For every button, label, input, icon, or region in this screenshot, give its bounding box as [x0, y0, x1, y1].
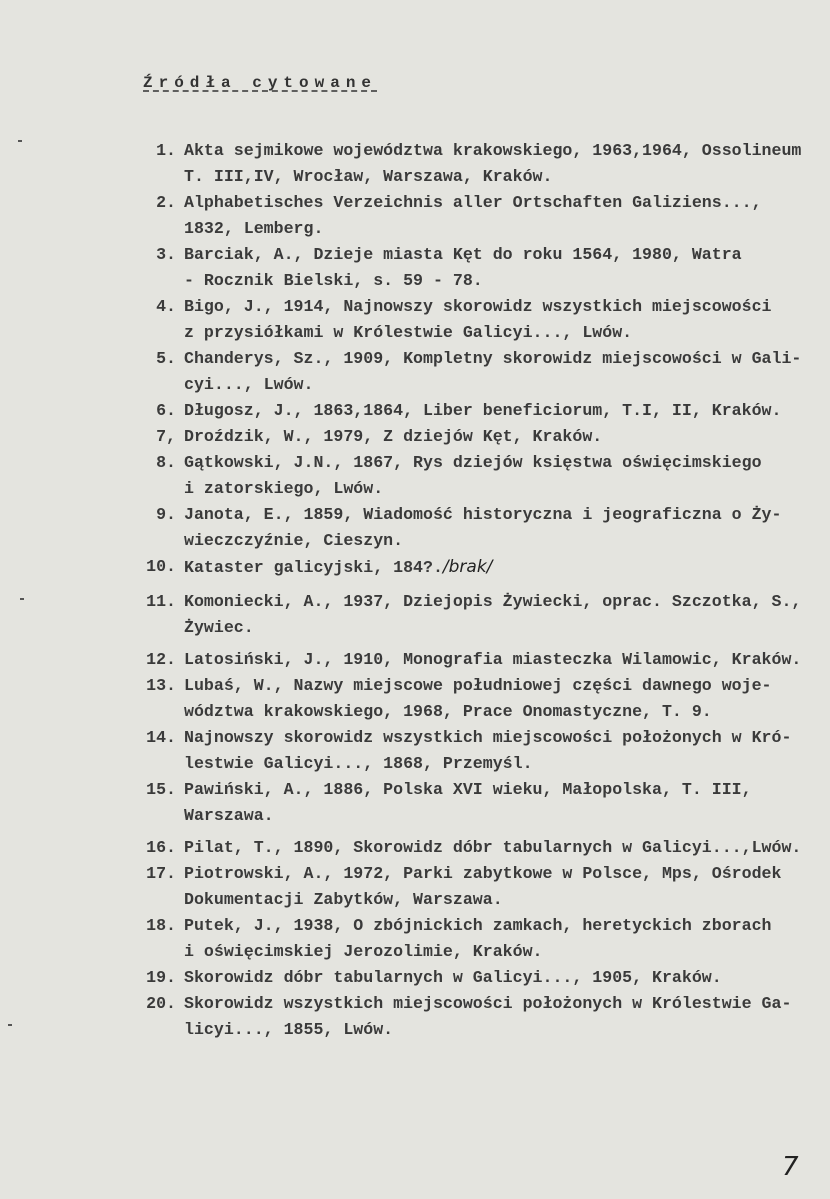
bibliography-entry [130, 346, 830, 398]
entry-line: i oświęcimskiej Jerozolimie, Kraków. [184, 942, 543, 961]
bibliography-entry [130, 294, 830, 346]
entry-line: Dokumentacji Zabytków, Warszawa. [184, 890, 503, 909]
entry-line: Barciak, A., Dzieje miasta Kęt do roku 1564, 1980, Watra [184, 245, 742, 264]
entry-line: Długosz, J., 1863,1864, Liber beneficiorum, T.I, II, Kraków. [184, 401, 782, 420]
bibliography-entry [130, 450, 830, 502]
entry-line: Skorowidz wszystkich miejscowości położonych w Królestwie Ga- [184, 994, 792, 1013]
entry-number: 1. [156, 141, 176, 160]
entry-line: Chanderys, Sz., 1909, Kompletny skorowidz miejscowości w Gali- [184, 349, 802, 368]
entry-text: Kataster galicyjski, 184?. [184, 558, 443, 577]
entry-line: cyi..., Lwów. [184, 375, 314, 394]
entry-number: 18. [146, 916, 176, 935]
entry-number: 10. [146, 557, 176, 576]
entry-line: - Rocznik Bielski, s. 59 - 78. [184, 271, 483, 290]
entry-line: Akta sejmikowe województwa krakowskiego, 1963,1964, Ossolineum [184, 141, 802, 160]
entry-number: 19. [146, 968, 176, 987]
bibliography-entry [130, 835, 830, 861]
page-title: Źródła cytowane [143, 74, 378, 92]
entry-line: Droździk, W., 1979, Z dziejów Kęt, Kraków. [184, 427, 603, 446]
entry-line: Piotrowski, A., 1972, Parki zabytkowe w Polsce, Mps, Ośrodek [184, 864, 782, 883]
bibliography-entry [130, 861, 830, 913]
entry-line: z przysiółkami w Królestwie Galicyi..., Lwów. [184, 323, 633, 342]
entry-number: 20. [146, 994, 176, 1013]
entry-line: Komoniecki, A., 1937, Dziejopis Żywiecki, oprac. Szczotka, S., [184, 592, 802, 611]
bibliography-entry [130, 647, 830, 673]
bibliography-entry [130, 502, 830, 554]
bibliography-entry [130, 589, 830, 641]
margin-mark [20, 598, 24, 600]
entry-number: 8. [156, 453, 176, 472]
bibliography-list [130, 138, 830, 1043]
entry-number: 14. [146, 728, 176, 747]
bibliography-entry [130, 398, 830, 424]
entry-number: 9. [156, 505, 176, 524]
entry-number: 11. [146, 592, 176, 611]
entry-line: Latosiński, J., 1910, Monografia miasteczka Wilamowic, Kraków. [184, 650, 802, 669]
entry-number: 13. [146, 676, 176, 695]
bibliography-entry [130, 242, 830, 294]
entry-number: 16. [146, 838, 176, 857]
entry-line: Żywiec. [184, 618, 254, 637]
entry-line: Lubaś, W., Nazwy miejscowe południowej części dawnego woje- [184, 676, 772, 695]
bibliography-entry [130, 190, 830, 242]
entry-line: Janota, E., 1859, Wiadomość historyczna i jeograficzna o Ży- [184, 505, 782, 524]
entry-line: i zatorskiego, Lwów. [184, 479, 384, 498]
bibliography-entry [130, 965, 830, 991]
entry-number: 6. [156, 401, 176, 420]
entry-number: 4. [156, 297, 176, 316]
entry-line: 1832, Lemberg. [184, 219, 324, 238]
bibliography-entry [130, 725, 830, 777]
entry-line: wieczczyźnie, Cieszyn. [184, 531, 404, 550]
entry-line: T. III,IV, Wrocław, Warszawa, Kraków. [184, 167, 553, 186]
bibliography-entry [130, 673, 830, 725]
entry-number: 15. [146, 780, 176, 799]
entry-line: Gątkowski, J.N., 1867, Rys dziejów księstwa oświęcimskiego [184, 453, 762, 472]
bibliography-entry [130, 138, 830, 190]
entry-line: Skorowidz dóbr tabularnych w Galicyi..., 1905, Kraków. [184, 968, 722, 987]
entry-line: Pawiński, A., 1886, Polska XVI wieku, Małopolska, T. III, [184, 780, 752, 799]
bibliography-entry [130, 777, 830, 829]
bibliography-entry [130, 991, 830, 1043]
entry-line: Najnowszy skorowidz wszystkich miejscowości położonych w Kró- [184, 728, 792, 747]
bibliography-entry [130, 554, 830, 581]
entry-line: Bigo, J., 1914, Najnowszy skorowidz wszystkich miejscowości [184, 297, 772, 316]
entry-line: Warszawa. [184, 806, 274, 825]
entry-line [184, 554, 492, 581]
entry-number: 5. [156, 349, 176, 368]
entry-line: wództwa krakowskiego, 1968, Prace Onomastyczne, T. 9. [184, 702, 712, 721]
margin-mark [8, 1024, 12, 1026]
entry-line: Putek, J., 1938, O zbójnickich zamkach, heretyckich zborach [184, 916, 772, 935]
page-number: 7 [782, 1152, 799, 1182]
entry-number: 7, [156, 427, 176, 446]
entry-line: Alphabetisches Verzeichnis aller Ortschaften Galiziens..., [184, 193, 762, 212]
entry-number: 2. [156, 193, 176, 212]
bibliography-entry [130, 424, 830, 450]
entry-number: 17. [146, 864, 176, 883]
margin-mark [18, 140, 22, 142]
entry-line: licyi..., 1855, Lwów. [184, 1020, 394, 1039]
entry-line: lestwie Galicyi..., 1868, Przemyśl. [184, 754, 533, 773]
bibliography-entry [130, 913, 830, 965]
entry-line: Pilat, T., 1890, Skorowidz dóbr tabularnych w Galicyi...,Lwów. [184, 838, 802, 857]
handwritten-note: /brak/ [442, 557, 493, 577]
entry-number: 3. [156, 245, 176, 264]
entry-number: 12. [146, 650, 176, 669]
